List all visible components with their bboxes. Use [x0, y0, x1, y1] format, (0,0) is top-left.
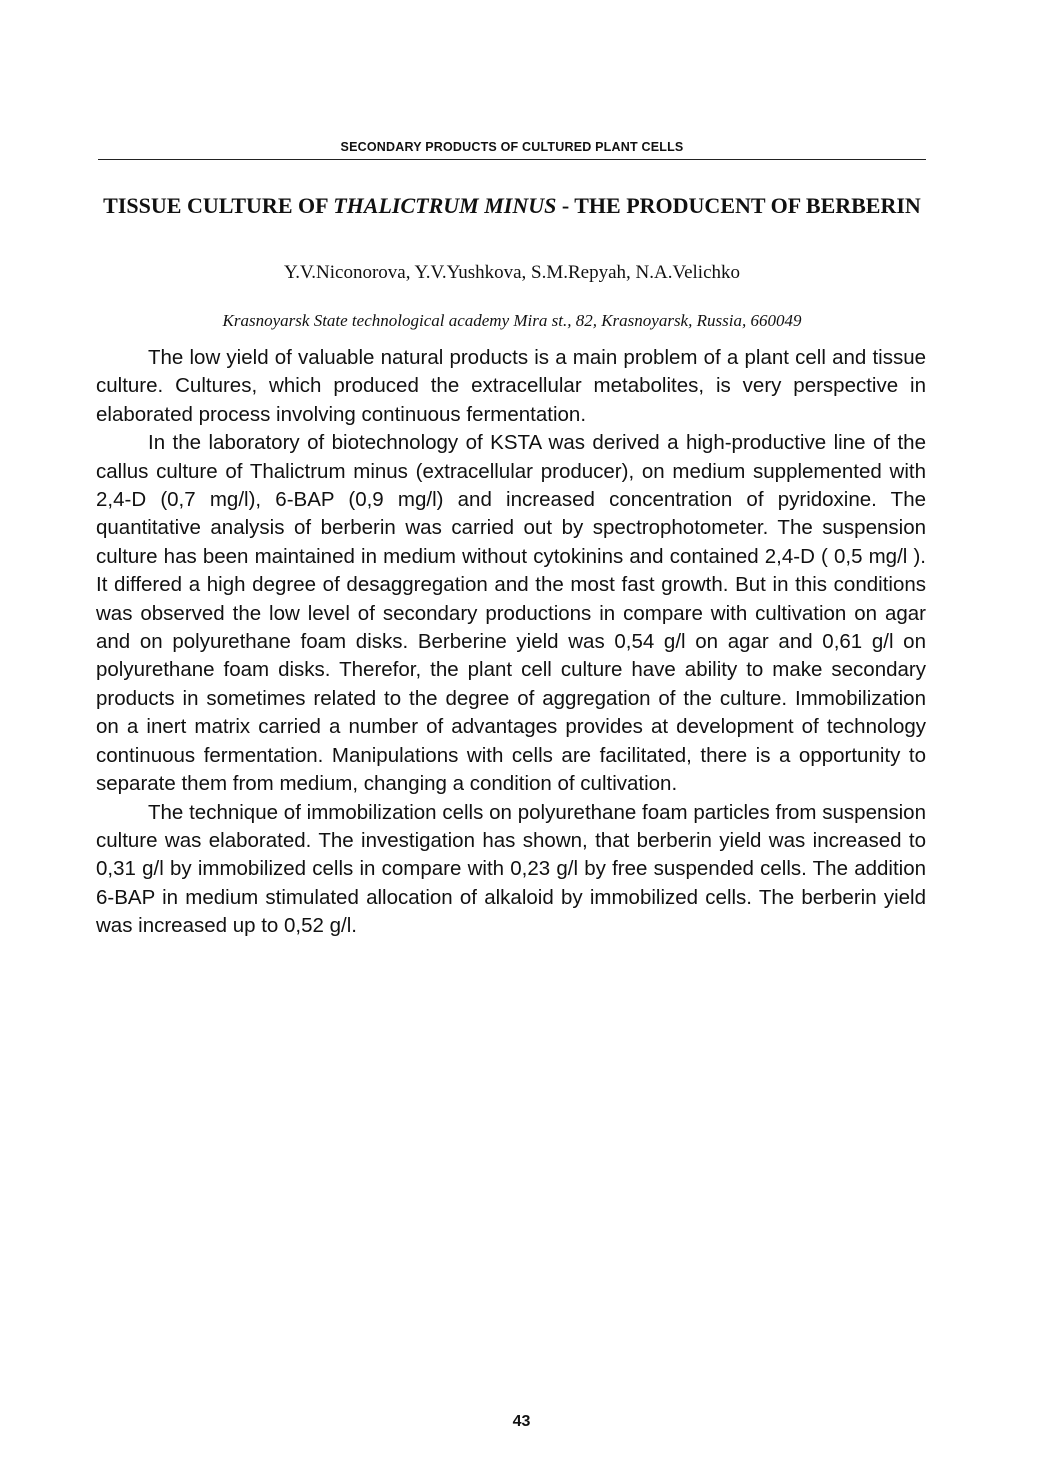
- paragraph-2: In the laboratory of biotechnology of KSTA was derived a high-productive line of the callus culture of Thalictrum minus (extracellular producer), on medium supplemented with 2,4-D (0,7 mg/l), 6-BAP (0,9 mg/l) and increased concentration of pyridoxine. The quantitative analysis of berberin was carried out by spectrophotometer. The suspension culture has been maintained in medium without cytokinins and contained 2,4-D ( 0,5 mg/l ). It differed a high degree of desaggregation and the most fast growth. But in this conditions was observed the low level of secondary productions in compare with cultivation on agar and on polyurethane foam disks. Berberine yield was 0,54 g/l on agar and 0,61 g/l on polyurethane foam disks. Therefor, the plant cell culture have ability to make secondary products in sometimes related to the degree of aggregation of the culture. Immobilization on a inert matrix carried a number of advantages provides at development of technology continuous fermentation. Manipulations with cells are facilitated, there is a opportunity to separate them from medium, changing a condition of cultivation.: [96, 431, 926, 796]
- article-title: [98, 192, 926, 220]
- affiliation: Krasnoyarsk State technological academy Mira st., 82, Krasnoyarsk, Russia, 660049: [222, 311, 802, 330]
- page-number: 43: [512, 1413, 531, 1430]
- header-rule: [98, 159, 926, 160]
- running-head: SECONDARY PRODUCTS OF CULTURED PLANT CELLS: [340, 140, 684, 154]
- paragraph-1: The low yield of valuable natural products is a main problem of a plant cell and tissue culture. Cultures, which produced the extracellular metabolites, is very perspective in elaborated process involving continuous fermentation.: [96, 346, 926, 426]
- paragraph-3: The technique of immobilization cells on polyurethane foam particles from suspension culture was elaborated. The investigation has shown, that berberin yield was increased to 0,31 g/l by immobilized cells in compare with 0,23 g/l by free suspended cells. The addition 6-BAP in medium stimulated allocation of alkaloid by immobilized cells. The berberin yield was increased up to 0,52 g/l.: [96, 800, 926, 938]
- title-part-1: TISSUE CULTURE OF: [103, 193, 334, 218]
- title-species: THALICTRUM MINUS: [333, 193, 557, 218]
- title-part-2: - THE PRODUCENT OF BERBERIN: [556, 193, 921, 218]
- article-body: [96, 344, 926, 941]
- authors: Y.V.Niconorova, Y.V.Yushkova, S.M.Repyah, N.A.Velichko: [284, 262, 740, 283]
